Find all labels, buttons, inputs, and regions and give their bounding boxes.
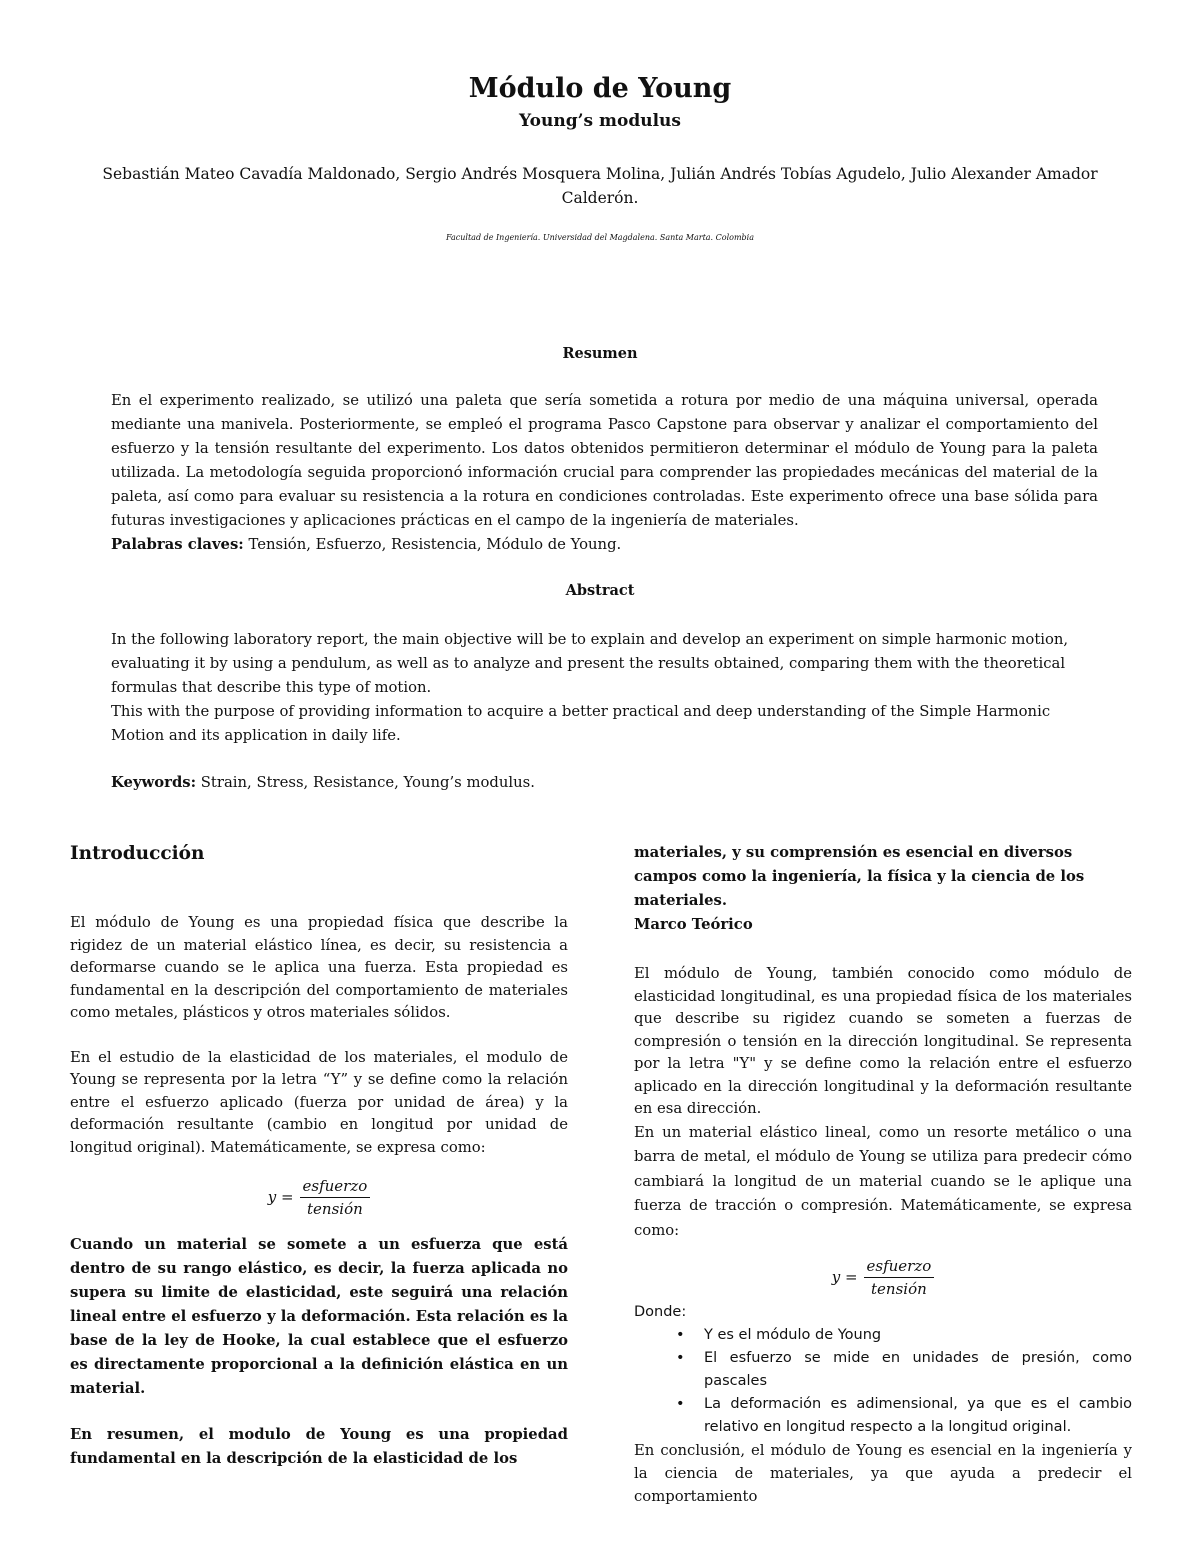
donde-label: Donde: [634,1304,687,1320]
formula-fraction [300,1177,371,1218]
formula-numerator-2: esfuerzo [864,1257,935,1278]
abstract-heading: Abstract [565,582,635,599]
resumen-keywords [111,533,1098,557]
intro-paragraph-1: El módulo de Young es una propiedad física que describe la rigidez de un material elástico línea, es decir, su resistencia a deformarse cuando se le aplica una fuerza. Esta propiedad es fundamental en la descripción del comportamiento de materiales como metales, plásticos y otros materiales sólidos. [70,914,568,1021]
conclusion-paragraph: En conclusión, el módulo de Young es esencial en la ingeniería y la ciencia de materiales, ya que ayuda a predecir el comportamiento [634,1442,1132,1505]
continued-paragraph: materiales, y su comprensión es esencial en diversos campos como la ingeniería, la física y la ciencia de los materiales. [634,844,1085,909]
formula-denominator: tensión [307,1199,363,1218]
definition-list [634,1324,1132,1439]
paper-subtitle: Young’s modulus [519,111,681,131]
affiliation: Facultad de Ingeniería. Universidad del Magdalena. Santa Marta. Colombia [446,233,754,242]
keywords-label: Palabras claves: [111,536,244,553]
formula-fraction-2 [864,1257,935,1298]
marco-paragraph-1: El módulo de Young, también conocido como módulo de elasticidad longitudinal, es una propiedad física de los materiales que describe su rigidez cuando se someten a fuerzas de compresión o tensión en la dirección longitudinal. Se representa por la letra "Y" y se define como la relación entre el esfuerzo aplicado en la dirección longitudinal y la deformación resultante en esa dirección. [634,965,1132,1117]
author-list: Sebastián Mateo Cavadía Maldonado, Sergio Andrés Mosquera Molina, Julián Andrés Tobías Agudelo, Julio Alexander Amador Calderón. [102,165,1098,207]
resumen-section [111,389,1098,557]
abstract-body-1: In the following laboratory report, the main objective will be to explain and develop an experiment on simple harmonic motion, evaluating it by using a pendulum, as well as to analyze and present the results obtained, comparing them with the theoretical formulas that describe this type of motion. [111,631,1069,696]
keywords-text-en: Strain, Stress, Resistance, Young’s modulus. [196,774,535,791]
introduction-heading: Introducción [70,843,205,864]
list-item: • La deformación es adimensional, ya que es el cambio relativo en longitud respecto a la longitud original. [704,1393,1132,1439]
formula-denominator-2: tensión [871,1279,927,1298]
resumen-heading: Resumen [562,345,638,362]
abstract-body-2: This with the purpose of providing information to acquire a better practical and deep understanding of the Simple Harmonic Motion and its application in daily life. [111,703,1051,744]
abstract-keywords [111,771,1098,795]
resumen-body: En el experimento realizado, se utilizó una paleta que sería sometida a rotura por medio de una máquina universal, operada mediante una manivela. Posteriormente, se empleó el programa Pasco Capstone para observar y analizar el comportamiento del esfuerzo y la tensión resultante del experimento. Los datos obtenidos permitieron determinar el módulo de Young para la paleta utilizada. La metodología seguida proporcionó información crucial para comprender las propiedades mecánicas del material de la paleta, así como para evaluar su resistencia a la rotura en condiciones controladas. Este experimento ofrece una base sólida para futuras investigaciones y aplicaciones prácticas en el campo de la ingeniería de materiales. [111,392,1098,529]
marco-paragraph-2: En un material elástico lineal, como un resorte metálico o una barra de metal, el módulo de Young se utiliza para predecir cómo cambiará la longitud de un material cuando se le aplique una fuerza de tracción o compresión. Matemáticamente, se expresa como: [634,1123,1132,1239]
young-formula [70,1173,568,1221]
intro-paragraph-2: En el estudio de la elasticidad de los materiales, el modulo de Young se representa por la letra “Y” y se define como la relación entre el esfuerzo aplicado (fuerza por unidad de área) y la deformación resultante (cambio en longitud por unidad de longitud original). Matemáticamente, se expresa como: [70,1048,568,1156]
young-formula-2 [634,1253,1132,1301]
right-column [634,841,1132,1508]
list-item: • El esfuerzo se mide en unidades de presión, como pascales [704,1347,1132,1393]
marco-teorico-heading: Marco Teórico [634,916,753,933]
intro-paragraph-4: En resumen, el modulo de Young es una propiedad fundamental en la descripción de la elasticidad de los [70,1426,568,1467]
formula-numerator: esfuerzo [300,1177,371,1198]
left-column [70,912,568,1471]
keywords-text: Tensión, Esfuerzo, Resistencia, Módulo de Young. [243,536,622,553]
intro-paragraph-3: Cuando un material se somete a un esfuerza que está dentro de su rango elástico, es decir, la fuerza aplicada no supera su limite de elasticidad, este seguirá una relación lineal entre el esfuerzo y la deformación. Esta relación es la base de la ley de Hooke, la cual establece que el esfuerzo es directamente proporcional a la definición elástica en un material. [70,1236,568,1397]
keywords-label-en: Keywords: [111,774,197,791]
formula-lhs-2: y = [831,1268,858,1286]
abstract-section [111,628,1098,795]
paper-title: Módulo de Young [468,73,732,104]
formula-lhs: y = [267,1188,294,1206]
list-item: • Y es el módulo de Young [704,1324,1132,1347]
